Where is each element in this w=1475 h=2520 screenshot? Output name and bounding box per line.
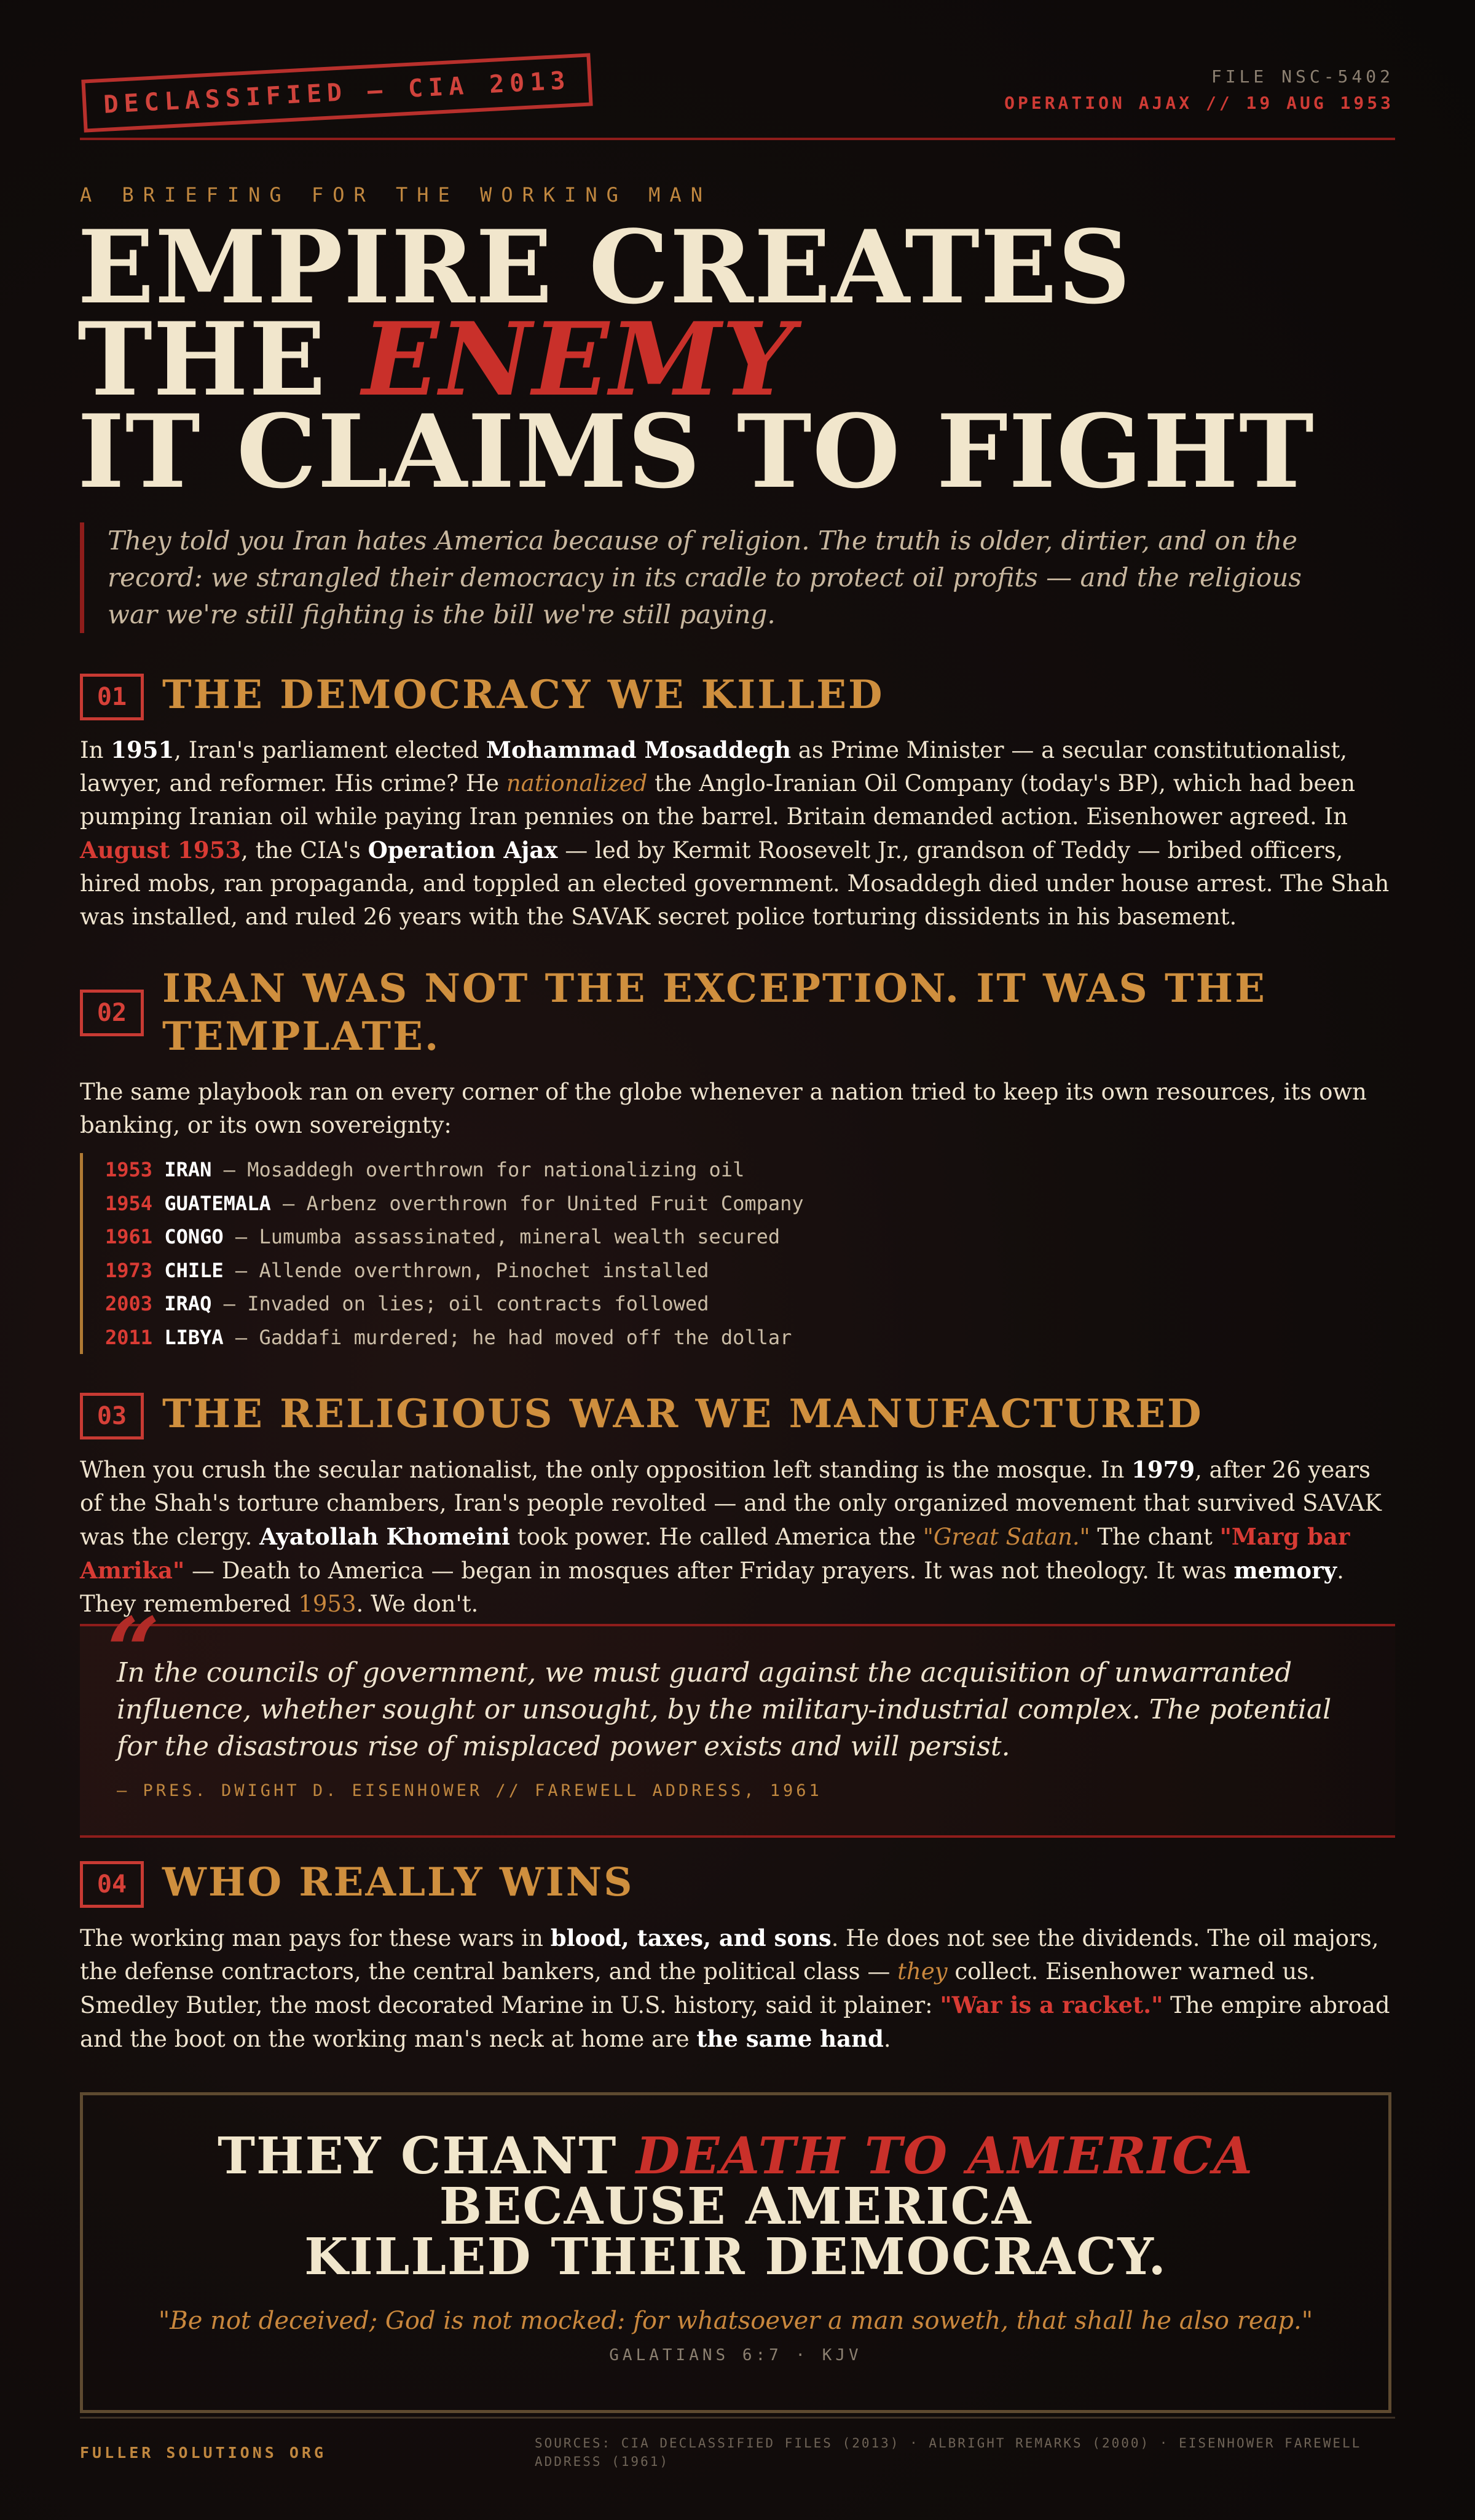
timeline-year: 1954 (105, 1191, 153, 1215)
bold-text: Operation Ajax (368, 837, 558, 864)
file-number: FILE NSC-5402 (1211, 66, 1394, 87)
closing-callout (80, 2092, 1391, 2413)
timeline-year: 1953 (105, 1158, 153, 1181)
quote-attribution: — PRES. DWIGHT D. EISENHOWER // FAREWELL ADDRESS, 1961 (117, 1781, 822, 1800)
section-02-body: The same playbook ran on every corner of the globe whenever a nation tried to keep its own resources, its own banking, or its own sovereignty: (80, 1079, 1367, 1138)
timeline-country: IRAN (164, 1158, 212, 1181)
section-02-header (80, 965, 1267, 1061)
timeline-desc: — Invaded on lies; oil contracts followed (211, 1292, 709, 1315)
callout-line-2: BECAUSE AMERICA (439, 2177, 1032, 2236)
section-title: THE RELIGIOUS WAR WE MANUFACTURED (162, 1391, 1203, 1437)
timeline-desc: — Allende overthrown, Pinochet installed (223, 1258, 709, 1282)
footer-divider (80, 2417, 1395, 2419)
footer-org: FULLER SOLUTIONS ORG (80, 2444, 327, 2462)
quote-text: In the councils of government, we must guard against the acquisition of unwarranted influence, whether sought or unsought, by the military-industrial complex. The potential for the disastrous rise of misplaced power exists and will persist. (117, 1657, 1332, 1762)
timeline-year: 1973 (105, 1258, 153, 1282)
section-01-body (80, 733, 1395, 934)
callout-line-3: KILLED THEIR DEMOCRACY. (304, 2227, 1167, 2286)
headline-line-1: EMPIRE CREATES (77, 208, 1131, 326)
bold-text: 1951 (111, 736, 175, 763)
page-title (77, 208, 1315, 511)
text: . (883, 2026, 891, 2052)
section-number: 04 (80, 1861, 144, 1908)
text: When you crush the secular nationalist, the only opposition left standing is the mosque. In (80, 1457, 1132, 1483)
emphasis-text: "Great Satan." (922, 1524, 1090, 1550)
headline-enemy: ENEMY (362, 300, 795, 419)
callout-text: THEY CHANT (217, 2127, 636, 2186)
operation-label: OPERATION AJAX // 19 AUG 1953 (1004, 93, 1394, 113)
timeline-item (105, 1220, 804, 1254)
section-number: 03 (80, 1393, 144, 1439)
timeline-desc: — Gaddafi murdered; he had moved off the dollar (223, 1325, 792, 1349)
text: . We don't. (356, 1591, 479, 1617)
highlight-text: "War is a racket." (940, 1991, 1163, 2018)
declassified-stamp: DECLASSIFIED — CIA 2013 (81, 53, 592, 132)
text: collect. Eisenhower warned us. Smedley Butler, the most decorated Marine in U.S. history, said it plainer: (80, 1958, 1316, 2018)
headline-line-3: IT CLAIMS TO FIGHT (77, 392, 1315, 511)
kicker: A BRIEFING FOR THE WORKING MAN (80, 183, 712, 207)
section-title-line-2: TEMPLATE. (162, 1014, 441, 1060)
section-title (162, 965, 1267, 1061)
text: , the CIA's (241, 837, 368, 864)
section-title: THE DEMOCRACY WE KILLED (162, 672, 884, 718)
text: . They remembered (80, 1557, 1344, 1617)
emphasis-text: they (897, 1958, 948, 1985)
text: In (80, 737, 111, 763)
timeline-item (105, 1187, 804, 1221)
text: , after 26 years of the Shah's torture chambers, Iran's people revolted — and the only organized movement that survived SAVAK was the clergy. (80, 1457, 1382, 1550)
section-title: WHO REALLY WINS (162, 1859, 634, 1905)
timeline-item (105, 1287, 804, 1321)
highlight-text: "Marg bar Amrika" (80, 1523, 1350, 1584)
coup-timeline (80, 1153, 804, 1354)
section-04-header (80, 1859, 634, 1908)
headline-line-2-text: THE (77, 300, 363, 419)
bold-text: Mohammad Mosaddegh (486, 736, 792, 763)
callout-red-text: DEATH TO AMERICA (635, 2127, 1254, 2186)
emphasis-year: 1953 (298, 1591, 356, 1617)
text: . He does not see the dividends. The oil majors, the defense contractors, the central bankers, and the political class — (80, 1925, 1379, 1985)
scripture-verse: "Be not deceived; God is not mocked: for whatsoever a man soweth, that shall he also reap." (158, 2307, 1313, 2335)
timeline-country: LIBYA (164, 1325, 224, 1349)
section-title-line-1: IRAN WAS NOT THE EXCEPTION. IT WAS THE (162, 966, 1267, 1012)
emphasis-text: nationalized (506, 770, 648, 797)
header-divider (80, 138, 1395, 140)
text: as Prime Minister — a secular constitutionalist, lawyer, and reformer. His crime? He (80, 737, 1348, 797)
section-03-body (80, 1453, 1395, 1621)
text: The chant (1090, 1524, 1220, 1550)
highlight-text: August 1953 (80, 837, 242, 864)
file-info (1004, 66, 1394, 113)
timeline-country: IRAQ (164, 1292, 212, 1315)
text: — Death to America — began in mosques after Friday prayers. It was not theology. It was (184, 1557, 1234, 1584)
bold-text: blood, taxes, and sons (550, 1924, 832, 1951)
footer-sources: SOURCES: CIA DECLASSIFIED FILES (2013) · ALBRIGHT REMARKS (2000) · EISENHOWER FAREWELL ADDRESS (1961) (535, 2436, 1362, 2469)
text: — led by Kermit Roosevelt Jr., grandson of Teddy — bribed officers, hired mobs, ran propaganda, and toppled an elected government. Mosaddegh died under house arrest. The Shah was installed, and ruled 26 years with the SAVAK secret police torturing dissidents in his basement. (80, 837, 1390, 930)
timeline-year: 2003 (105, 1292, 153, 1315)
callout-line-1 (83, 2127, 1388, 2186)
bold-text: 1979 (1131, 1456, 1195, 1483)
section-03-header (80, 1390, 1203, 1439)
bold-text: Ayatollah Khomeini (259, 1523, 510, 1550)
lede: They told you Iran hates America because of religion. The truth is older, dirtier, and on the record: we strangled their democracy in its cradle to protect oil profits — and the religious war we're still fighting is the bill we're still paying. (80, 522, 1343, 633)
timeline-country: CHILE (164, 1258, 224, 1282)
text: , Iran's parliament elected (174, 737, 486, 763)
text: the Anglo-Iranian Oil Company (today's BP), which had been pumping Iranian oil while paying Iran pennies on the barrel. Britain demanded action. Eisenhower agreed. In (80, 770, 1356, 830)
section-01-header (80, 671, 884, 720)
text: The working man pays for these wars in (80, 1925, 551, 1951)
timeline-item (105, 1254, 804, 1288)
timeline-country: GUATEMALA (164, 1191, 271, 1215)
timeline-country: CONGO (164, 1225, 224, 1248)
text: The empire abroad and the boot on the working man's neck at home are (80, 1992, 1390, 2052)
bold-text: the same hand (696, 2025, 884, 2052)
timeline-year: 1961 (105, 1225, 153, 1248)
timeline-item (105, 1153, 804, 1187)
timeline-item (105, 1321, 804, 1355)
bold-text: memory (1233, 1557, 1337, 1584)
timeline-desc: — Lumumba assassinated, mineral wealth secured (223, 1225, 781, 1248)
timeline-desc: — Arbenz overthrown for United Fruit Company (270, 1191, 804, 1215)
section-number: 02 (80, 990, 144, 1036)
section-number: 01 (80, 674, 144, 720)
quote-mark-icon: “ (107, 1597, 160, 1706)
text: took power. He called America the (509, 1524, 923, 1550)
timeline-desc: — Mosaddegh overthrown for nationalizing oil (211, 1158, 745, 1181)
scripture-reference: GALATIANS 6:7 · KJV (609, 2346, 862, 2364)
section-04-body (80, 1921, 1395, 2056)
timeline-year: 2011 (105, 1325, 153, 1349)
